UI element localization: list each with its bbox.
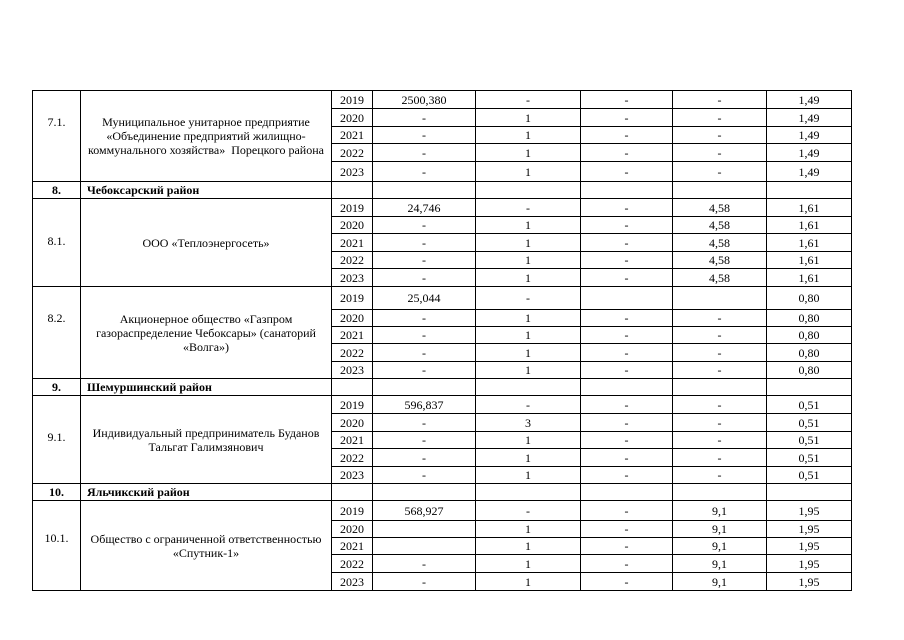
table-row [33,396,852,414]
column-5-cell: 1 [476,269,581,287]
amount-cell: - [373,432,476,449]
amount-cell [373,538,476,555]
column-8-cell: 1,61 [767,217,852,234]
column-7-cell: - [673,109,767,127]
column-6-cell: - [581,573,673,591]
column-5-cell: 1 [476,344,581,362]
table-row [33,287,852,310]
empty-cell [767,182,852,199]
column-6-cell: - [581,344,673,362]
empty-cell [767,379,852,396]
year-cell: 2022 [332,449,373,467]
year-cell: 2023 [332,362,373,379]
item-number-cell: 8.1. [33,199,81,287]
column-8-cell: 1,95 [767,573,852,591]
organization-name-line: газораспределение Чебоксары» (санаторий [96,325,316,340]
district-number-cell: 10. [33,484,81,501]
column-6-cell: - [581,234,673,252]
organization-name-cell [81,396,332,484]
column-6-cell: - [581,162,673,182]
column-6-cell: - [581,144,673,162]
year-cell: 2021 [332,234,373,252]
year-cell: 2019 [332,501,373,521]
amount-cell: 568,927 [373,501,476,521]
column-8-cell: 0,80 [767,327,852,344]
column-8-cell: 0,51 [767,414,852,432]
column-5-cell: 1 [476,521,581,538]
column-7-cell: - [673,414,767,432]
column-5-cell: 1 [476,573,581,591]
empty-cell [373,484,476,501]
organization-name-line: Индивидуальный предприниматель Буданов [92,425,320,440]
district-row [33,379,852,396]
year-cell: 2021 [332,432,373,449]
empty-cell [476,379,581,396]
column-7-cell: - [673,91,767,109]
year-cell: 2022 [332,144,373,162]
year-cell: 2021 [332,327,373,344]
empty-cell [581,182,673,199]
column-8-cell: 1,95 [767,521,852,538]
amount-cell: - [373,310,476,327]
column-7-cell: 4,58 [673,234,767,252]
year-cell: 2022 [332,252,373,269]
organization-name-line: «Спутник-1» [172,545,240,560]
column-7-cell: - [673,362,767,379]
column-8-cell: 1,61 [767,252,852,269]
organization-name-line: Тальгат Галимзянович [148,439,264,454]
column-8-cell: 0,80 [767,344,852,362]
amount-cell [373,521,476,538]
column-7-cell: 9,1 [673,538,767,555]
column-8-cell: 1,61 [767,234,852,252]
column-6-cell: - [581,310,673,327]
column-8-cell: 1,49 [767,162,852,182]
column-7-cell: - [673,310,767,327]
column-5-cell: 1 [476,467,581,484]
column-6-cell: - [581,521,673,538]
column-7-cell: - [673,327,767,344]
column-7-cell: 9,1 [673,501,767,521]
column-8-cell: 1,49 [767,144,852,162]
amount-cell: 24,746 [373,199,476,217]
column-7-cell: - [673,344,767,362]
year-cell: 2020 [332,414,373,432]
column-6-cell: - [581,217,673,234]
empty-cell [373,379,476,396]
empty-cell [332,182,373,199]
column-8-cell: 0,80 [767,310,852,327]
district-number-cell: 8. [33,182,81,199]
item-number-cell: 10.1. [33,501,81,591]
table-row [33,199,852,217]
empty-cell [581,484,673,501]
amount-cell: - [373,217,476,234]
table-row [33,501,852,521]
organization-name-line: «Волга») [182,339,230,354]
amount-cell: - [373,467,476,484]
column-5-cell: 1 [476,432,581,449]
column-5-cell: 1 [476,109,581,127]
district-name-cell: Яльчикский район [81,484,332,501]
column-6-cell [581,287,673,310]
item-number-cell: 9.1. [33,396,81,484]
column-6-cell: - [581,449,673,467]
item-number-cell: 7.1. [33,91,81,182]
column-6-cell: - [581,327,673,344]
column-5-cell: - [476,501,581,521]
year-cell: 2022 [332,344,373,362]
column-6-cell: - [581,501,673,521]
item-number-cell: 8.2. [33,287,81,379]
column-8-cell: 1,49 [767,127,852,144]
table-row [33,91,852,109]
amount-cell: - [373,414,476,432]
amount-cell: - [373,127,476,144]
year-cell: 2020 [332,521,373,538]
column-7-cell: - [673,162,767,182]
year-cell: 2023 [332,467,373,484]
year-cell: 2020 [332,217,373,234]
organization-name-line: коммунального хозяйства» Порецкого района [88,143,324,157]
column-7-cell [673,287,767,310]
empty-cell [673,182,767,199]
column-7-cell: 9,1 [673,521,767,538]
year-cell: 2021 [332,127,373,144]
organization-name-line: Общество с ограниченной ответственностью [90,531,322,546]
empty-cell [767,484,852,501]
column-7-cell: 9,1 [673,555,767,573]
year-cell: 2023 [332,269,373,287]
amount-cell: - [373,252,476,269]
year-cell: 2019 [332,199,373,217]
organization-name-line: «Объединение предприятий жилищно- [106,129,306,143]
column-8-cell: 1,95 [767,538,852,555]
column-6-cell: - [581,555,673,573]
column-7-cell: - [673,144,767,162]
column-5-cell: 1 [476,127,581,144]
organization-name-cell [81,91,332,182]
amount-cell: - [373,344,476,362]
amount-cell: 2500,380 [373,91,476,109]
empty-cell [581,379,673,396]
organization-name-line: Акционерное общество «Газпром [119,311,293,326]
amount-cell: - [373,449,476,467]
column-6-cell: - [581,362,673,379]
column-8-cell: 0,80 [767,287,852,310]
column-6-cell: - [581,467,673,484]
organization-name-cell [81,287,332,379]
district-name-cell: Чебоксарский район [81,182,332,199]
column-5-cell: 1 [476,555,581,573]
column-5-cell: 3 [476,414,581,432]
column-5-cell: 1 [476,252,581,269]
empty-cell [332,379,373,396]
year-cell: 2022 [332,555,373,573]
organization-name-cell [81,501,332,591]
column-7-cell: 4,58 [673,217,767,234]
column-7-cell: 9,1 [673,573,767,591]
column-8-cell: 1,49 [767,91,852,109]
column-8-cell: 1,95 [767,501,852,521]
column-8-cell: 0,51 [767,467,852,484]
amount-cell: - [373,162,476,182]
year-cell: 2019 [332,396,373,414]
column-8-cell: 1,49 [767,109,852,127]
column-7-cell: - [673,127,767,144]
amount-cell: - [373,144,476,162]
column-5-cell: - [476,199,581,217]
empty-cell [673,484,767,501]
amount-cell: - [373,109,476,127]
organization-name-line: Муниципальное унитарное предприятие [102,115,310,129]
amount-cell: - [373,269,476,287]
column-6-cell: - [581,199,673,217]
column-5-cell: - [476,91,581,109]
column-6-cell: - [581,432,673,449]
column-6-cell: - [581,414,673,432]
year-cell: 2021 [332,538,373,555]
column-8-cell: 0,51 [767,432,852,449]
column-5-cell: 1 [476,362,581,379]
amount-cell: - [373,327,476,344]
year-cell: 2019 [332,91,373,109]
amount-cell: 25,044 [373,287,476,310]
organization-name-line: ООО «Теплоэнергосеть» [142,235,270,250]
column-7-cell: 4,58 [673,269,767,287]
district-row [33,182,852,199]
district-name-cell: Шемуршинский район [81,379,332,396]
column-5-cell: 1 [476,538,581,555]
column-6-cell: - [581,538,673,555]
column-8-cell: 0,80 [767,362,852,379]
organization-name-cell [81,199,332,287]
column-6-cell: - [581,396,673,414]
column-7-cell: - [673,396,767,414]
column-5-cell: 1 [476,144,581,162]
column-5-cell: 1 [476,217,581,234]
column-5-cell: 1 [476,162,581,182]
column-5-cell: 1 [476,327,581,344]
empty-cell [332,484,373,501]
column-6-cell: - [581,252,673,269]
column-7-cell: - [673,449,767,467]
column-6-cell: - [581,109,673,127]
column-8-cell: 1,61 [767,199,852,217]
amount-cell: - [373,234,476,252]
year-cell: 2020 [332,109,373,127]
column-8-cell: 0,51 [767,449,852,467]
year-cell: 2019 [332,287,373,310]
amount-cell: - [373,362,476,379]
amount-cell: - [373,573,476,591]
column-5-cell: 1 [476,310,581,327]
column-5-cell: 1 [476,234,581,252]
empty-cell [373,182,476,199]
data-table [32,90,852,591]
column-5-cell: - [476,287,581,310]
column-7-cell: - [673,432,767,449]
column-7-cell: 4,58 [673,199,767,217]
column-8-cell: 0,51 [767,396,852,414]
column-6-cell: - [581,91,673,109]
column-7-cell: - [673,467,767,484]
year-cell: 2023 [332,573,373,591]
district-row [33,484,852,501]
year-cell: 2023 [332,162,373,182]
column-6-cell: - [581,269,673,287]
year-cell: 2020 [332,310,373,327]
amount-cell: - [373,555,476,573]
column-5-cell: 1 [476,449,581,467]
column-8-cell: 1,95 [767,555,852,573]
column-5-cell: - [476,396,581,414]
district-number-cell: 9. [33,379,81,396]
amount-cell: 596,837 [373,396,476,414]
empty-cell [476,182,581,199]
column-7-cell: 4,58 [673,252,767,269]
column-8-cell: 1,61 [767,269,852,287]
column-6-cell: - [581,127,673,144]
empty-cell [673,379,767,396]
empty-cell [476,484,581,501]
